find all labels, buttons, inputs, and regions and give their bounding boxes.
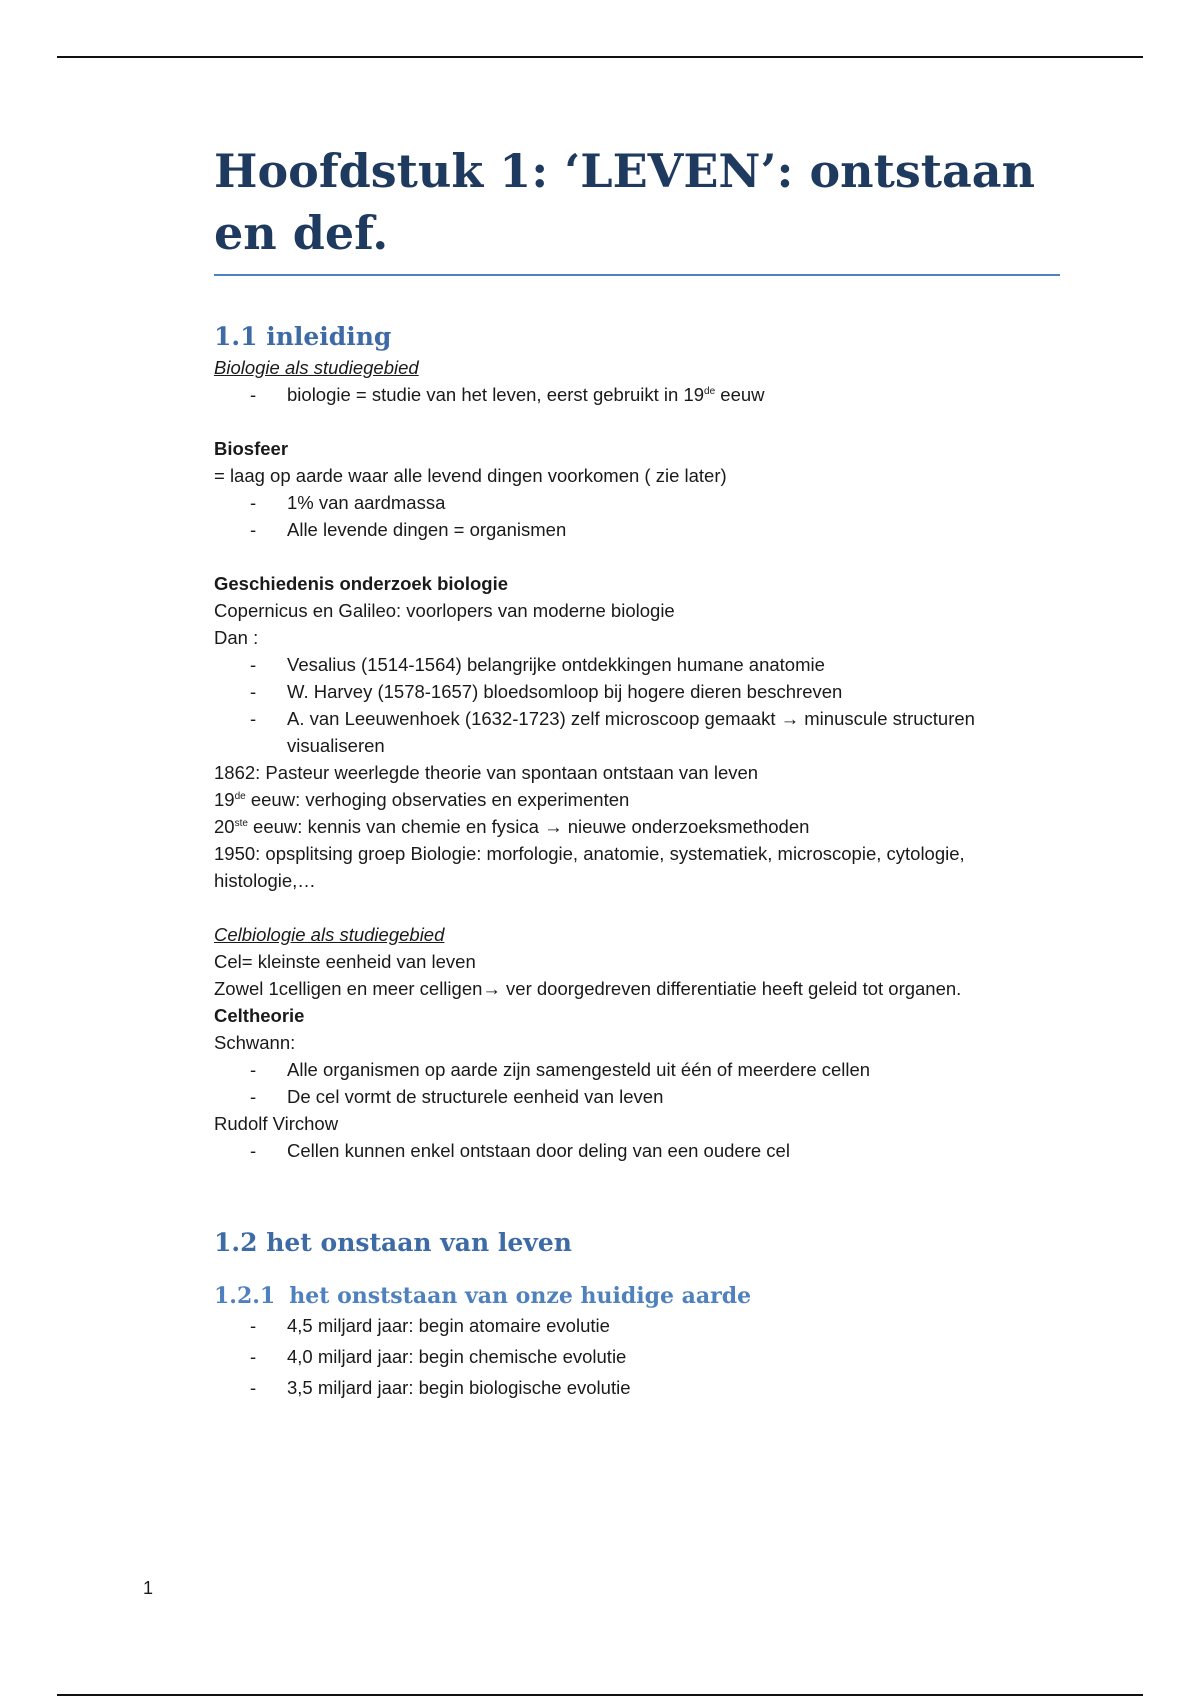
list-item	[214, 1056, 1060, 1083]
dash-bullet: -	[250, 1140, 257, 1161]
list-item	[214, 381, 1060, 408]
virchow-list	[214, 1137, 1060, 1164]
list-item-text: Vesalius (1514-1564) belangrijke ontdekkingen humane anatomie	[287, 654, 825, 675]
list-item-text: eeuw	[715, 384, 765, 405]
list-item-text: A. van Leeuwenhoek (1632-1723) zelf microscoop gemaakt → minuscule structuren visualiseren	[287, 708, 975, 756]
subheading-biosfeer: Biosfeer	[214, 438, 289, 459]
line-text: eeuw: verhoging observaties en experimenten	[245, 789, 630, 810]
list-item	[214, 1083, 1060, 1110]
dash-bullet: -	[250, 1059, 257, 1080]
paragraph-line: 1862: Pasteur weerlegde theorie van spontaan ontstaan van leven	[214, 762, 759, 783]
dash-bullet: -	[250, 519, 257, 540]
subheading-geschiedenis: Geschiedenis onderzoek biologie	[214, 573, 509, 594]
list-item	[214, 516, 1060, 543]
biosfeer-list	[214, 489, 1060, 543]
dash-bullet: -	[250, 1086, 257, 1107]
paragraph-line: Zowel 1celligen en meer celligen→ ver doorgedreven differentiatie heeft geleid tot organen.	[214, 978, 962, 999]
list-item-text: Alle levende dingen = organismen	[287, 519, 567, 540]
dash-bullet: -	[250, 654, 257, 675]
dash-bullet: -	[250, 1315, 257, 1336]
dash-bullet: -	[250, 492, 257, 513]
list-item-text: 4,5 miljard jaar: begin atomaire evolutie	[287, 1315, 610, 1336]
list-item-text: W. Harvey (1578-1657) bloedsomloop bij hogere dieren beschreven	[287, 681, 843, 702]
paragraph-line: Cel= kleinste eenheid van leven	[214, 951, 476, 972]
geschiedenis-list	[214, 651, 1060, 759]
list-item-text: 4,0 miljard jaar: begin chemische evolutie	[287, 1346, 627, 1367]
subsection-number: 1.2.1	[214, 1283, 276, 1309]
chapter-title: Hoofdstuk 1: ‘LEVEN’: ontstaan en def.	[214, 140, 1060, 276]
dash-bullet: -	[250, 708, 257, 729]
footer-rule	[57, 1694, 1143, 1696]
dash-bullet: -	[250, 681, 257, 702]
paragraph-line: 1950: opsplitsing groep Biologie: morfologie, anatomie, systematiek, microscopie, cytologie, histologie,…	[214, 843, 965, 891]
list-item-text: Cellen kunnen enkel ontstaan door deling van een oudere cel	[287, 1140, 790, 1161]
subheading-biologie: Biologie als studiegebied	[214, 357, 419, 378]
biosfeer-definition: = laag op aarde waar alle levend dingen voorkomen ( zie later)	[214, 465, 727, 486]
subheading-celtheorie: Celtheorie	[214, 1005, 305, 1026]
list-item-text: 3,5 miljard jaar: begin biologische evolutie	[287, 1377, 631, 1398]
paragraph-line: Rudolf Virchow	[214, 1113, 339, 1134]
list-item	[214, 705, 1060, 759]
list-item	[214, 1137, 1060, 1164]
superscript: de	[704, 385, 716, 397]
list-item-text: De cel vormt de structurele eenheid van leven	[287, 1086, 664, 1107]
subheading-celbiologie: Celbiologie als studiegebied	[214, 924, 445, 945]
list-item	[214, 1312, 1060, 1339]
section-heading-1-1: 1.1 inleiding	[214, 322, 392, 351]
list-item	[214, 489, 1060, 516]
paragraph-line	[214, 786, 1060, 813]
page-content	[214, 140, 1060, 1401]
list-item	[214, 651, 1060, 678]
page-number: 1	[143, 1578, 154, 1598]
line-text: 20	[214, 816, 235, 837]
list-item-text: biologie = studie van het leven, eerst gebruikt in 19	[287, 384, 705, 405]
schwann-list	[214, 1056, 1060, 1110]
list-item	[214, 1343, 1060, 1370]
biologie-list	[214, 381, 1060, 408]
list-item	[214, 1374, 1060, 1401]
dash-bullet: -	[250, 1377, 257, 1398]
section-heading-1-2: 1.2 het onstaan van leven	[214, 1228, 572, 1257]
dash-bullet: -	[250, 1346, 257, 1367]
paragraph-line: Dan :	[214, 627, 259, 648]
list-item-text: Alle organismen op aarde zijn samengesteld uit één of meerdere cellen	[287, 1059, 871, 1080]
superscript: de	[234, 790, 246, 802]
aarde-list	[214, 1312, 1060, 1401]
superscript: ste	[234, 817, 248, 829]
line-text: eeuw: kennis van chemie en fysica → nieuwe onderzoeksmethoden	[247, 816, 810, 837]
subsection-heading-1-2-1	[214, 1280, 1060, 1312]
list-item	[214, 678, 1060, 705]
line-text: 19	[214, 789, 235, 810]
header-rule	[57, 56, 1143, 58]
paragraph-line: Copernicus en Galileo: voorlopers van moderne biologie	[214, 600, 675, 621]
subsection-title: het onststaan van onze huidige aarde	[289, 1283, 752, 1309]
paragraph-line	[214, 813, 1060, 840]
dash-bullet: -	[250, 384, 257, 405]
list-item-text: 1% van aardmassa	[287, 492, 446, 513]
paragraph-line: Schwann:	[214, 1032, 296, 1053]
